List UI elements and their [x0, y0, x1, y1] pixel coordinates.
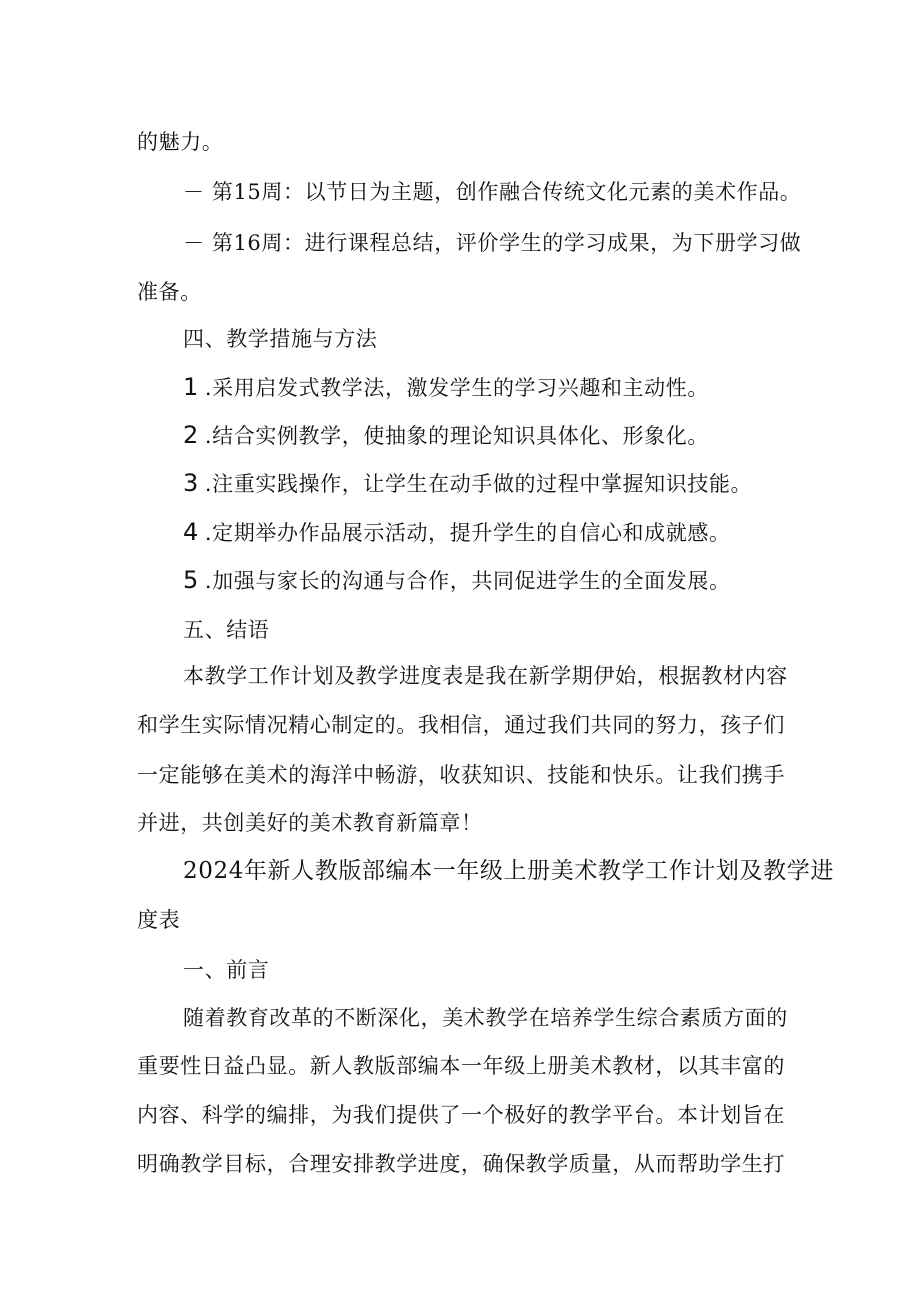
paragraph-line: 和学生实际情况精心制定的。我相信，通过我们共同的努力，孩子们: [137, 713, 785, 737]
item-number: 4: [183, 518, 199, 546]
item-number: 3: [183, 469, 199, 497]
section-heading-methods: 四、教学措施与方法: [183, 327, 378, 351]
schedule-week-15: － 第15周：以节日为主题，创作融合传统文化元素的美术作品。: [183, 180, 802, 204]
paragraph-line: 内容、科学的编排，为我们提供了一个极好的教学平台。本计划旨在: [137, 1103, 785, 1127]
document-title: 2024年新人教版部编本一年级上册美术教学工作计划及教学进: [183, 858, 834, 884]
text-line: 准备。: [137, 280, 202, 304]
method-item-1: [183, 372, 709, 403]
item-text: .结合实例教学，使抽象的理论知识具体化、形象化。: [204, 424, 709, 448]
paragraph-line: 并进，共创美好的美术教育新篇章！: [137, 811, 483, 835]
paragraph-line: 重要性日益凸显。新人教版部编本一年级上册美术教材，以其丰富的: [137, 1054, 785, 1078]
paragraph-line: 随着教育改革的不断深化，美术教学在培养学生综合素质方面的: [183, 1006, 788, 1030]
section-heading-conclusion: 五、结语: [183, 618, 270, 642]
item-text: .注重实践操作，让学生在动手做的过程中掌握知识技能。: [204, 472, 753, 496]
section-heading-preface: 一、前言: [183, 958, 270, 982]
method-item-5: [183, 565, 731, 596]
method-item-4: [183, 517, 731, 548]
paragraph-line: 明确教学目标，合理安排教学进度，确保教学质量，从而帮助学生打: [137, 1152, 785, 1176]
method-item-3: [183, 468, 752, 499]
schedule-week-16: － 第16周：进行课程总结，评价学生的学习成果，为下册学习做: [183, 231, 802, 255]
item-number: 5: [183, 566, 199, 594]
method-item-2: [183, 420, 709, 451]
paragraph-line: 本教学工作计划及教学进度表是我在新学期伊始，根据教材内容: [183, 664, 788, 688]
paragraph-line: 一定能够在美术的海洋中畅游，收获知识、技能和快乐。让我们携手: [137, 763, 785, 787]
text-line: 的魅力。: [137, 130, 224, 154]
item-text: .采用启发式教学法，激发学生的学习兴趣和主动性。: [204, 376, 709, 400]
item-number: 1: [183, 373, 199, 401]
item-number: 2: [183, 421, 199, 449]
document-title-continued: 度表: [137, 908, 181, 932]
item-text: .加强与家长的沟通与合作，共同促进学生的全面发展。: [204, 569, 731, 593]
item-text: .定期举办作品展示活动，提升学生的自信心和成就感。: [204, 521, 731, 545]
